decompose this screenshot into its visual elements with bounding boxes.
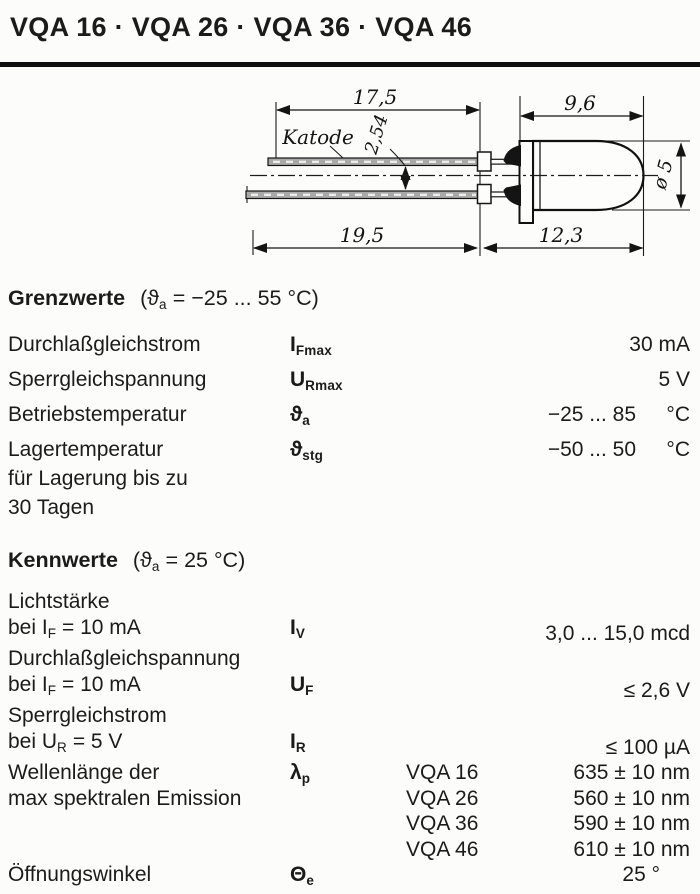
symbol-subscript: e — [306, 873, 315, 888]
param-value — [406, 760, 690, 862]
param-label-line — [8, 615, 290, 647]
variant-row — [406, 760, 690, 786]
param-label-line — [8, 703, 290, 729]
spec-row — [8, 760, 690, 862]
text-segment: = 5 V — [66, 729, 123, 753]
value-range: −25 ... 85 — [547, 403, 636, 426]
section-kennwerte — [0, 546, 700, 894]
kennwerte-table — [0, 589, 700, 894]
variant-value: 635 ± 10 nm — [573, 761, 690, 784]
grenzwerte-heading — [0, 284, 700, 319]
param-label — [8, 646, 290, 703]
symbol-subscript: a — [302, 413, 310, 428]
param-label-line — [8, 760, 290, 786]
param-label-line — [8, 493, 290, 522]
text-segment: Lagertemperatur — [8, 438, 164, 461]
text-segment: bei I — [8, 672, 48, 696]
param-symbol — [290, 729, 406, 761]
param-label-line — [8, 646, 290, 672]
variant-value: 560 ± 10 nm — [573, 786, 690, 810]
text-segment: Betriebstemperatur — [8, 403, 187, 426]
param-label — [8, 589, 290, 646]
spec-row — [8, 589, 690, 646]
param-value — [406, 621, 690, 647]
variant-name: VQA 16 — [406, 761, 479, 784]
variant-value: 610 ± 10 nm — [573, 837, 690, 861]
grenzwerte-table — [0, 330, 700, 522]
param-value — [406, 365, 690, 400]
dim-label-body-bottom: 12,3 — [538, 223, 584, 247]
param-symbol — [290, 400, 406, 435]
param-label-line — [8, 435, 290, 464]
param-label-line — [8, 786, 290, 812]
param-label-line — [8, 672, 290, 704]
katode-label: Katode — [282, 125, 354, 149]
symbol-subscript: p — [301, 771, 311, 786]
dim-label-anode-lead: 19,5 — [339, 223, 385, 247]
param-label-line — [8, 464, 290, 493]
param-label — [8, 330, 290, 365]
symbol-subscript: Fmax — [295, 343, 332, 358]
symbol-subscript: R — [295, 739, 306, 755]
value-text: ≤ 2,6 V — [623, 678, 690, 702]
param-value — [406, 678, 690, 704]
value-text: ≤ 100 µA — [605, 735, 690, 759]
variant-name: VQA 36 — [406, 812, 479, 835]
subscript-text: R — [57, 739, 67, 755]
anode-lead — [246, 185, 521, 207]
text-segment: (ϑ — [132, 548, 152, 572]
variant-name: VQA 26 — [406, 786, 479, 810]
value-range: −50 ... 50 — [547, 438, 636, 461]
symbol-main: λ — [290, 761, 302, 784]
param-value — [406, 330, 690, 365]
param-label-line — [8, 330, 290, 359]
param-symbol — [290, 615, 406, 647]
dim-label-diameter: ø 5 — [648, 157, 678, 192]
symbol-subscript: V — [295, 625, 306, 641]
subscript-text: a — [159, 297, 167, 312]
led-flange — [520, 141, 534, 223]
spec-row — [8, 365, 690, 400]
variant-row — [406, 837, 690, 863]
text-segment: bei I — [8, 615, 48, 639]
value-text: 30 mA — [629, 333, 690, 356]
text-segment: Durchlaßgleichstrom — [8, 333, 201, 356]
subscript-text: F — [47, 625, 57, 641]
param-symbol — [290, 365, 406, 400]
variant-name: VQA 46 — [406, 837, 479, 861]
text-segment: 30 Tagen — [8, 496, 95, 519]
value-unit: °C — [666, 403, 690, 426]
spec-row — [8, 435, 690, 522]
symbol-main: Θ — [290, 863, 307, 886]
page-title: VQA 16 · VQA 26 · VQA 36 · VQA 46 — [10, 12, 473, 42]
kennwerte-condition — [133, 548, 245, 572]
text-segment: Durchlaßgleichspannung — [8, 647, 241, 670]
text-segment: für Lagerung bis zu — [8, 467, 188, 490]
dim-label-cathode-lead: 17,5 — [352, 85, 398, 109]
text-segment: = 25 °C) — [159, 548, 246, 572]
subscript-text: F — [47, 682, 57, 698]
spec-row — [8, 703, 690, 760]
text-segment: (ϑ — [140, 286, 160, 310]
param-label — [8, 435, 290, 522]
param-label-line — [8, 729, 290, 761]
param-label-line — [8, 365, 290, 394]
param-label-line — [8, 862, 290, 888]
param-value — [406, 400, 690, 435]
param-label — [8, 760, 290, 862]
text-segment: Sperrgleichspannung — [8, 368, 207, 391]
grenzwerte-condition — [140, 286, 319, 310]
param-label — [8, 703, 290, 760]
variant-value: 590 ± 10 nm — [573, 812, 690, 835]
symbol-subscript: stg — [302, 448, 324, 463]
text-segment: = −25 ... 55 °C) — [166, 286, 319, 310]
text-segment: max spektralen Emission — [8, 786, 242, 810]
value-text: 5 V — [658, 368, 690, 391]
title-rule — [0, 62, 700, 67]
text-segment: Lichtstärke — [8, 590, 110, 613]
param-label-line — [8, 589, 290, 615]
section-grenzwerte — [0, 284, 700, 522]
kennwerte-title: Kennwerte — [8, 548, 118, 572]
spec-row — [8, 330, 690, 365]
param-symbol — [290, 862, 406, 894]
subscript-text: a — [151, 559, 160, 574]
led-dimension-drawing — [0, 83, 700, 268]
param-label-line — [8, 400, 290, 429]
param-value — [406, 735, 690, 761]
spec-row — [8, 646, 690, 703]
text-segment: Wellenlänge der — [8, 761, 160, 784]
led-body — [520, 141, 644, 223]
param-label — [8, 400, 290, 435]
value-text: 3,0 ... 15,0 mcd — [545, 621, 690, 645]
symbol-main: I — [290, 729, 296, 753]
param-symbol — [290, 672, 406, 704]
param-symbol — [290, 760, 406, 862]
spec-row — [8, 862, 690, 894]
dim-label-body-top: 9,6 — [564, 91, 596, 115]
variant-row — [406, 811, 690, 837]
symbol-subscript: Rmax — [305, 378, 343, 393]
symbol-main: U — [290, 672, 306, 696]
symbol-main: U — [290, 368, 306, 391]
dim-label-lead-pitch: 2,54 — [360, 112, 393, 157]
value-text: 25 ° — [622, 863, 660, 886]
spec-row — [8, 400, 690, 435]
symbol-main: ϑ — [290, 438, 303, 461]
symbol-main: I — [290, 615, 296, 639]
symbol-main: I — [290, 333, 296, 356]
symbol-subscript: F — [305, 682, 314, 698]
symbol-main: ϑ — [290, 403, 303, 426]
param-value — [406, 435, 690, 522]
param-symbol — [290, 330, 406, 365]
text-segment: = 10 mA — [56, 672, 141, 696]
grenzwerte-title: Grenzwerte — [8, 286, 126, 310]
text-segment: Sperrgleichstrom — [8, 704, 167, 727]
kennwerte-heading — [0, 546, 700, 581]
text-segment: Öffnungswinkel — [8, 863, 152, 886]
variant-row — [406, 786, 690, 812]
value-unit: °C — [666, 438, 690, 461]
param-label — [8, 862, 290, 894]
text-segment: = 10 mA — [56, 615, 141, 639]
text-segment: bei U — [8, 729, 58, 753]
param-label — [8, 365, 290, 400]
param-value — [406, 862, 690, 894]
param-symbol — [290, 435, 406, 522]
